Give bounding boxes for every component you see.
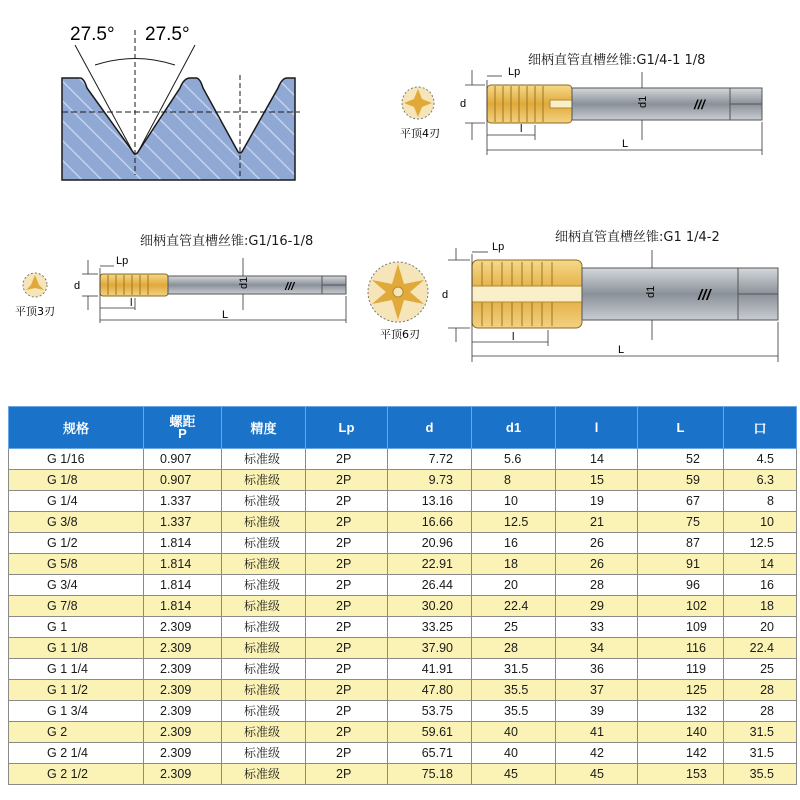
table-row bbox=[9, 764, 797, 785]
cell-lp: 2P bbox=[306, 659, 388, 680]
cell-lp: 2P bbox=[306, 764, 388, 785]
header-square: 口 bbox=[724, 407, 797, 449]
cell-precision: 标准级 bbox=[222, 722, 306, 743]
cell-lp: 2P bbox=[306, 617, 388, 638]
cell-d1: 35.5 bbox=[472, 680, 556, 701]
tap-2-l-label: l bbox=[130, 297, 133, 309]
header-spec: 规格 bbox=[9, 407, 144, 449]
tap-1-caption: 细柄直管直槽丝锥:G1/4-1 1/8 bbox=[528, 53, 706, 68]
tap-3-flute bbox=[472, 286, 600, 302]
table-row bbox=[9, 554, 797, 575]
cell-precision: 标准级 bbox=[222, 533, 306, 554]
header-d1: d1 bbox=[472, 407, 556, 449]
cell-spec: G 2 1/2 bbox=[9, 764, 144, 785]
cell-l: 29 bbox=[556, 596, 638, 617]
spec-table bbox=[8, 406, 797, 785]
cell-precision: 标准级 bbox=[222, 659, 306, 680]
cell-precision: 标准级 bbox=[222, 638, 306, 659]
cell-square: 31.5 bbox=[724, 722, 797, 743]
cell-pitch: 2.309 bbox=[144, 680, 222, 701]
table-row bbox=[9, 575, 797, 596]
cell-l: 26 bbox=[556, 554, 638, 575]
cell-d: 20.96 bbox=[388, 533, 472, 554]
cell-pitch: 1.337 bbox=[144, 491, 222, 512]
svg-text:///: /// bbox=[698, 287, 711, 304]
cell-l: 28 bbox=[556, 575, 638, 596]
tap-1-L-label: L bbox=[622, 138, 629, 150]
cell-L: 140 bbox=[638, 722, 724, 743]
cell-spec: G 3/4 bbox=[9, 575, 144, 596]
cell-L: 109 bbox=[638, 617, 724, 638]
cell-d: 7.72 bbox=[388, 449, 472, 470]
cell-L: 116 bbox=[638, 638, 724, 659]
cell-l: 42 bbox=[556, 743, 638, 764]
cell-l: 21 bbox=[556, 512, 638, 533]
cell-lp: 2P bbox=[306, 491, 388, 512]
cell-d: 59.61 bbox=[388, 722, 472, 743]
cell-pitch: 2.309 bbox=[144, 638, 222, 659]
tap-2-shank bbox=[168, 276, 346, 294]
cell-l: 36 bbox=[556, 659, 638, 680]
tap-1-d1-label: d1 bbox=[637, 95, 649, 108]
cell-L: 52 bbox=[638, 449, 724, 470]
cell-L: 87 bbox=[638, 533, 724, 554]
table-row bbox=[9, 659, 797, 680]
cell-square: 16 bbox=[724, 575, 797, 596]
cell-lp: 2P bbox=[306, 512, 388, 533]
table-row bbox=[9, 722, 797, 743]
cell-precision: 标准级 bbox=[222, 554, 306, 575]
cell-pitch: 2.309 bbox=[144, 701, 222, 722]
cell-d: 65.71 bbox=[388, 743, 472, 764]
cell-spec: G 1 3/4 bbox=[9, 701, 144, 722]
cell-l: 37 bbox=[556, 680, 638, 701]
section-3-flute-icon bbox=[23, 273, 47, 297]
cell-L: 153 bbox=[638, 764, 724, 785]
cell-precision: 标准级 bbox=[222, 512, 306, 533]
tap-1-l-label: l bbox=[520, 123, 523, 135]
cell-square: 25 bbox=[724, 659, 797, 680]
cell-spec: G 1/16 bbox=[9, 449, 144, 470]
cell-square: 10 bbox=[724, 512, 797, 533]
tap-3-lp-label: Lp bbox=[492, 241, 505, 253]
tap-3-drawing bbox=[360, 240, 792, 370]
cell-spec: G 1 1/8 bbox=[9, 638, 144, 659]
tap-2-drawing bbox=[10, 248, 360, 328]
tap-2-d-label: d bbox=[74, 280, 81, 292]
cell-pitch: 1.337 bbox=[144, 512, 222, 533]
cell-pitch: 0.907 bbox=[144, 449, 222, 470]
table-row bbox=[9, 449, 797, 470]
cell-d1: 20 bbox=[472, 575, 556, 596]
cell-lp: 2P bbox=[306, 449, 388, 470]
svg-text:///: /// bbox=[694, 97, 705, 112]
section-6-label: 平顶6刃 bbox=[380, 328, 420, 341]
cell-spec: G 1/2 bbox=[9, 533, 144, 554]
cell-square: 35.5 bbox=[724, 764, 797, 785]
tap-3-L-label: L bbox=[618, 344, 625, 356]
table-row bbox=[9, 470, 797, 491]
table-row bbox=[9, 533, 797, 554]
cell-d1: 8 bbox=[472, 470, 556, 491]
cell-d1: 22.4 bbox=[472, 596, 556, 617]
cell-l: 39 bbox=[556, 701, 638, 722]
cell-pitch: 1.814 bbox=[144, 575, 222, 596]
cell-spec: G 3/8 bbox=[9, 512, 144, 533]
tap-2-thread-part bbox=[100, 274, 168, 296]
tap-2-d1-label: d1 bbox=[238, 276, 250, 289]
cell-square: 4.5 bbox=[724, 449, 797, 470]
header-pitch-top: 螺距 bbox=[169, 413, 196, 429]
cell-l: 19 bbox=[556, 491, 638, 512]
cell-l: 41 bbox=[556, 722, 638, 743]
svg-text:///: /// bbox=[285, 281, 295, 293]
cell-d: 16.66 bbox=[388, 512, 472, 533]
cell-d1: 45 bbox=[472, 764, 556, 785]
cell-lp: 2P bbox=[306, 470, 388, 491]
cell-d1: 16 bbox=[472, 533, 556, 554]
cell-d1: 18 bbox=[472, 554, 556, 575]
cell-l: 15 bbox=[556, 470, 638, 491]
cell-d1: 31.5 bbox=[472, 659, 556, 680]
cell-d: 53.75 bbox=[388, 701, 472, 722]
cell-precision: 标准级 bbox=[222, 449, 306, 470]
cell-d: 33.25 bbox=[388, 617, 472, 638]
table-row bbox=[9, 743, 797, 764]
table-row bbox=[9, 617, 797, 638]
cell-pitch: 0.907 bbox=[144, 470, 222, 491]
cell-l: 26 bbox=[556, 533, 638, 554]
angle-label-left: 27.5° bbox=[70, 24, 115, 45]
tap-1-d-label: d bbox=[460, 98, 467, 110]
cell-d1: 25 bbox=[472, 617, 556, 638]
cell-d1: 40 bbox=[472, 743, 556, 764]
cell-d1: 35.5 bbox=[472, 701, 556, 722]
cell-square: 31.5 bbox=[724, 743, 797, 764]
tap-3-caption: 细柄直管直槽丝锥:G1 1/4-2 bbox=[555, 230, 720, 245]
header-d: d bbox=[388, 407, 472, 449]
cell-spec: G 1 1/2 bbox=[9, 680, 144, 701]
tap-2-caption: 细柄直管直槽丝锥:G1/16-1/8 bbox=[140, 234, 314, 249]
cell-square: 18 bbox=[724, 596, 797, 617]
cell-lp: 2P bbox=[306, 596, 388, 617]
cell-precision: 标准级 bbox=[222, 575, 306, 596]
cell-pitch: 2.309 bbox=[144, 659, 222, 680]
thread-section-body bbox=[62, 78, 295, 180]
header-pitch bbox=[144, 407, 222, 449]
cell-pitch: 2.309 bbox=[144, 743, 222, 764]
cell-square: 28 bbox=[724, 701, 797, 722]
cell-precision: 标准级 bbox=[222, 743, 306, 764]
cell-d1: 40 bbox=[472, 722, 556, 743]
cell-lp: 2P bbox=[306, 680, 388, 701]
table-row bbox=[9, 680, 797, 701]
cell-pitch: 2.309 bbox=[144, 722, 222, 743]
cell-lp: 2P bbox=[306, 554, 388, 575]
header-l: l bbox=[556, 407, 638, 449]
cell-precision: 标准级 bbox=[222, 764, 306, 785]
cell-L: 102 bbox=[638, 596, 724, 617]
section-4-label: 平顶4刃 bbox=[400, 127, 440, 140]
tap-3-d1-label: d1 bbox=[645, 285, 657, 298]
cell-lp: 2P bbox=[306, 638, 388, 659]
cell-L: 59 bbox=[638, 470, 724, 491]
cell-square: 8 bbox=[724, 491, 797, 512]
table-body bbox=[9, 449, 797, 785]
cell-d1: 10 bbox=[472, 491, 556, 512]
cell-precision: 标准级 bbox=[222, 470, 306, 491]
cell-pitch: 1.814 bbox=[144, 596, 222, 617]
table-header-row bbox=[9, 407, 797, 449]
section-4-flute-icon bbox=[402, 87, 434, 119]
tap-2-L-label: L bbox=[222, 309, 229, 321]
cell-lp: 2P bbox=[306, 575, 388, 596]
cell-square: 12.5 bbox=[724, 533, 797, 554]
cell-L: 96 bbox=[638, 575, 724, 596]
header-pitch-bottom: P bbox=[178, 425, 187, 441]
tap-1-drawing bbox=[390, 60, 780, 160]
cell-d1: 12.5 bbox=[472, 512, 556, 533]
table-row bbox=[9, 512, 797, 533]
cell-spec: G 7/8 bbox=[9, 596, 144, 617]
header-precision: 精度 bbox=[222, 407, 306, 449]
section-3-label: 平顶3刃 bbox=[15, 305, 55, 318]
cell-l: 45 bbox=[556, 764, 638, 785]
cell-spec: G 1 1/4 bbox=[9, 659, 144, 680]
header-L: L bbox=[638, 407, 724, 449]
table-row bbox=[9, 491, 797, 512]
cell-square: 20 bbox=[724, 617, 797, 638]
cell-lp: 2P bbox=[306, 743, 388, 764]
cell-pitch: 1.814 bbox=[144, 554, 222, 575]
cell-square: 28 bbox=[724, 680, 797, 701]
cell-d: 13.16 bbox=[388, 491, 472, 512]
table-row bbox=[9, 596, 797, 617]
cell-L: 142 bbox=[638, 743, 724, 764]
tap-3-d-label: d bbox=[442, 289, 449, 301]
cell-precision: 标准级 bbox=[222, 701, 306, 722]
cell-pitch: 2.309 bbox=[144, 617, 222, 638]
cell-square: 22.4 bbox=[724, 638, 797, 659]
cell-L: 132 bbox=[638, 701, 724, 722]
cell-spec: G 1 bbox=[9, 617, 144, 638]
cell-l: 14 bbox=[556, 449, 638, 470]
cell-precision: 标准级 bbox=[222, 491, 306, 512]
cell-d: 30.20 bbox=[388, 596, 472, 617]
cell-l: 33 bbox=[556, 617, 638, 638]
cell-d: 26.44 bbox=[388, 575, 472, 596]
cell-lp: 2P bbox=[306, 533, 388, 554]
cell-d: 41.91 bbox=[388, 659, 472, 680]
cell-L: 125 bbox=[638, 680, 724, 701]
cell-d: 47.80 bbox=[388, 680, 472, 701]
cell-lp: 2P bbox=[306, 722, 388, 743]
header-lp: Lp bbox=[306, 407, 388, 449]
cell-square: 14 bbox=[724, 554, 797, 575]
cell-square: 6.3 bbox=[724, 470, 797, 491]
cell-d: 37.90 bbox=[388, 638, 472, 659]
tap-3-l-label: l bbox=[512, 331, 515, 343]
cell-d1: 5.6 bbox=[472, 449, 556, 470]
cell-d: 75.18 bbox=[388, 764, 472, 785]
tap-1-lp-label: Lp bbox=[508, 66, 521, 78]
cell-spec: G 1/4 bbox=[9, 491, 144, 512]
thread-profile-diagram bbox=[0, 0, 320, 200]
cell-l: 34 bbox=[556, 638, 638, 659]
cell-precision: 标准级 bbox=[222, 680, 306, 701]
cell-spec: G 2 bbox=[9, 722, 144, 743]
cell-L: 91 bbox=[638, 554, 724, 575]
cell-spec: G 2 1/4 bbox=[9, 743, 144, 764]
cell-pitch: 2.309 bbox=[144, 764, 222, 785]
cell-precision: 标准级 bbox=[222, 617, 306, 638]
cell-lp: 2P bbox=[306, 701, 388, 722]
cell-L: 119 bbox=[638, 659, 724, 680]
section-6-flute-icon bbox=[368, 262, 428, 322]
cell-d: 9.73 bbox=[388, 470, 472, 491]
cell-pitch: 1.814 bbox=[144, 533, 222, 554]
cell-spec: G 5/8 bbox=[9, 554, 144, 575]
table-row bbox=[9, 701, 797, 722]
cell-precision: 标准级 bbox=[222, 596, 306, 617]
tap-2-lp-label: Lp bbox=[116, 255, 129, 267]
cell-L: 67 bbox=[638, 491, 724, 512]
cell-d: 22.91 bbox=[388, 554, 472, 575]
cell-spec: G 1/8 bbox=[9, 470, 144, 491]
cell-L: 75 bbox=[638, 512, 724, 533]
cell-d1: 28 bbox=[472, 638, 556, 659]
table-row bbox=[9, 638, 797, 659]
angle-label-right: 27.5° bbox=[145, 24, 190, 45]
